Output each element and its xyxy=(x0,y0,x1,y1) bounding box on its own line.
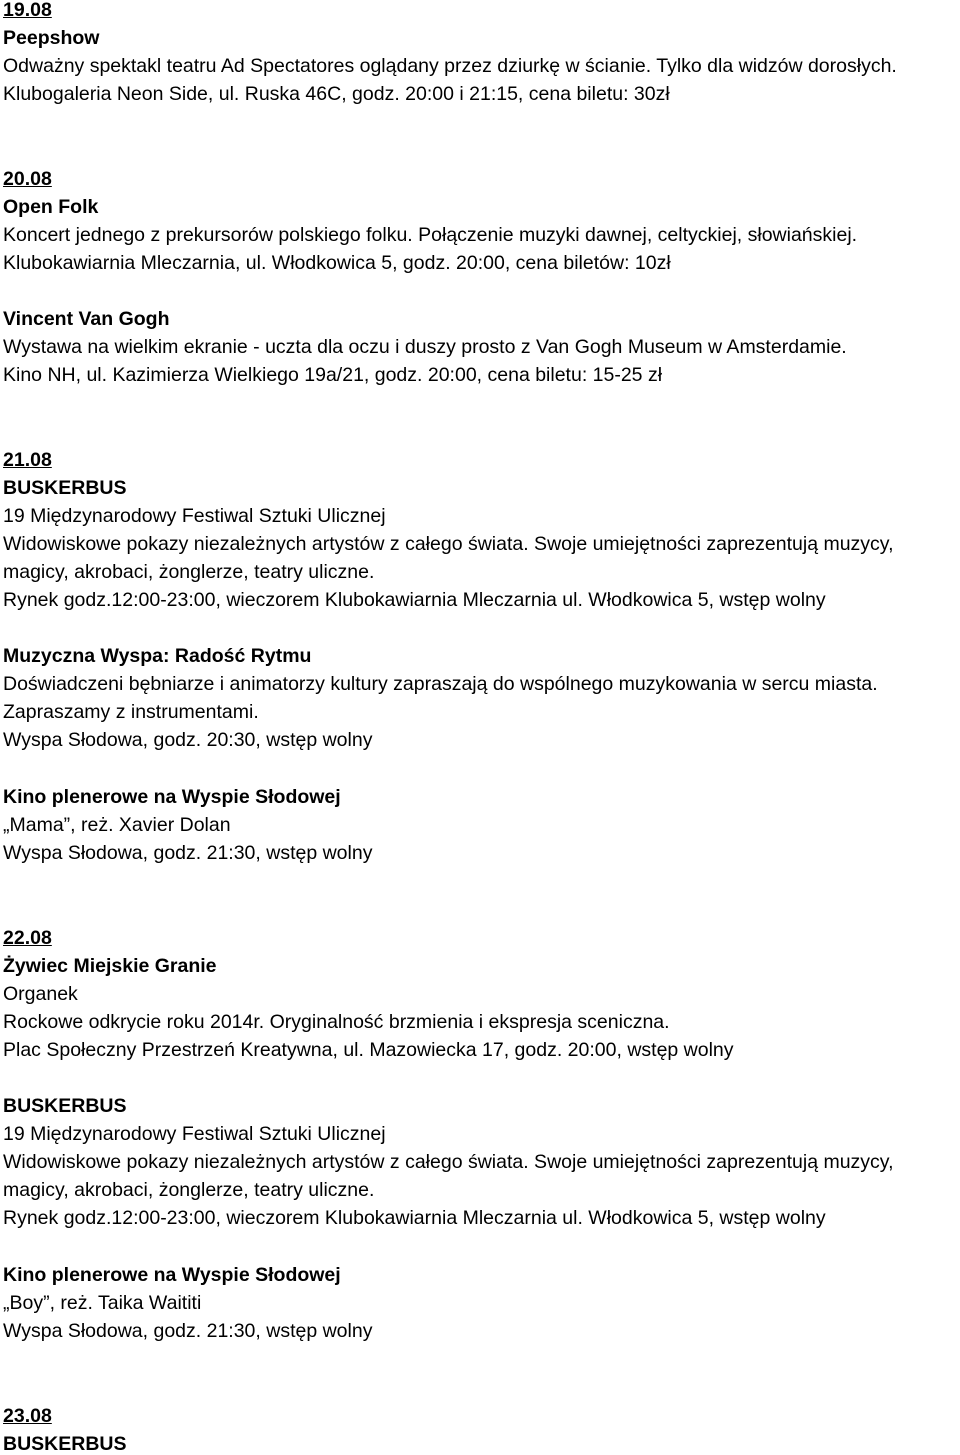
event-details: Kino NH, ul. Kazimierza Wielkiego 19a/21, godz. 20:00, cena biletu: 15-25 zł xyxy=(3,364,663,386)
event-description: Doświadczeni bębniarze i animatorzy kultury zapraszają do wspólnego muzykowania w sercu miasta. xyxy=(3,673,878,695)
event-description: Odważny spektakl teatru Ad Spectatores oglądany przez dziurkę w ścianie. Tylko dla widzów dorosłych. xyxy=(3,55,897,77)
event-details: Rynek godz.12:00-23:00, wieczorem Klubokawiarnia Mleczarnia ul. Włodkowica 5, wstęp wolny xyxy=(3,1207,826,1229)
day-date: 20.08 xyxy=(3,168,52,190)
event-subtitle: 19 Międzynarodowy Festiwal Sztuki Ulicznej xyxy=(3,505,386,527)
event-title: Żywiec Miejskie Granie xyxy=(3,955,217,977)
event-description: magicy, akrobaci, żonglerze, teatry uliczne. xyxy=(3,1179,375,1201)
event-details: Wyspa Słodowa, godz. 21:30, wstęp wolny xyxy=(3,1320,373,1342)
day-date: 19.08 xyxy=(3,0,52,21)
event-details: Klubokawiarnia Mleczarnia, ul. Włodkowica 5, godz. 20:00, cena biletów: 10zł xyxy=(3,252,671,274)
event-details: Wyspa Słodowa, godz. 20:30, wstęp wolny xyxy=(3,729,373,751)
event-title: BUSKERBUS xyxy=(3,1095,127,1117)
event-subtitle: 19 Międzynarodowy Festiwal Sztuki Ulicznej xyxy=(3,1123,386,1145)
day-date: 22.08 xyxy=(3,927,52,949)
event-description: Koncert jednego z prekursorów polskiego folku. Połączenie muzyki dawnej, celtyckiej, słowiańskiej. xyxy=(3,224,858,246)
event-title: Open Folk xyxy=(3,196,99,218)
event-description: Rockowe odkrycie roku 2014r. Oryginalność brzmienia i ekspresja sceniczna. xyxy=(3,1011,670,1033)
event-description: Wystawa na wielkim ekranie - uczta dla oczu i duszy prosto z Van Gogh Museum w Amsterdamie. xyxy=(3,336,847,358)
event-details: Klubogaleria Neon Side, ul. Ruska 46C, godz. 20:00 i 21:15, cena biletu: 30zł xyxy=(3,83,670,105)
event-description: „Boy”, reż. Taika Waititi xyxy=(3,1292,202,1314)
day-date: 21.08 xyxy=(3,449,52,471)
event-description: „Mama”, reż. Xavier Dolan xyxy=(3,814,231,836)
event-description: Widowiskowe pokazy niezależnych artystów z całego świata. Swoje umiejętności zaprezentują muzycy, xyxy=(3,533,894,555)
day-date: 23.08 xyxy=(3,1405,52,1427)
event-title: Kino plenerowe na Wyspie Słodowej xyxy=(3,786,341,808)
event-title: BUSKERBUS xyxy=(3,477,127,499)
event-description: Widowiskowe pokazy niezależnych artystów z całego świata. Swoje umiejętności zaprezentują muzycy, xyxy=(3,1151,894,1173)
event-description: Zapraszamy z instrumentami. xyxy=(3,701,259,723)
event-subtitle: Organek xyxy=(3,983,78,1005)
event-title: Vincent Van Gogh xyxy=(3,308,170,330)
event-title: Peepshow xyxy=(3,27,100,49)
event-details: Plac Społeczny Przestrzeń Kreatywna, ul. Mazowiecka 17, godz. 20:00, wstęp wolny xyxy=(3,1039,734,1061)
event-details: Wyspa Słodowa, godz. 21:30, wstęp wolny xyxy=(3,842,373,864)
event-description: magicy, akrobaci, żonglerze, teatry uliczne. xyxy=(3,561,375,583)
event-title: Muzyczna Wyspa: Radość Rytmu xyxy=(3,645,312,667)
event-title: BUSKERBUS xyxy=(3,1433,127,1455)
event-details: Rynek godz.12:00-23:00, wieczorem Klubokawiarnia Mleczarnia ul. Włodkowica 5, wstęp wolny xyxy=(3,589,826,611)
event-title: Kino plenerowe na Wyspie Słodowej xyxy=(3,1264,341,1286)
